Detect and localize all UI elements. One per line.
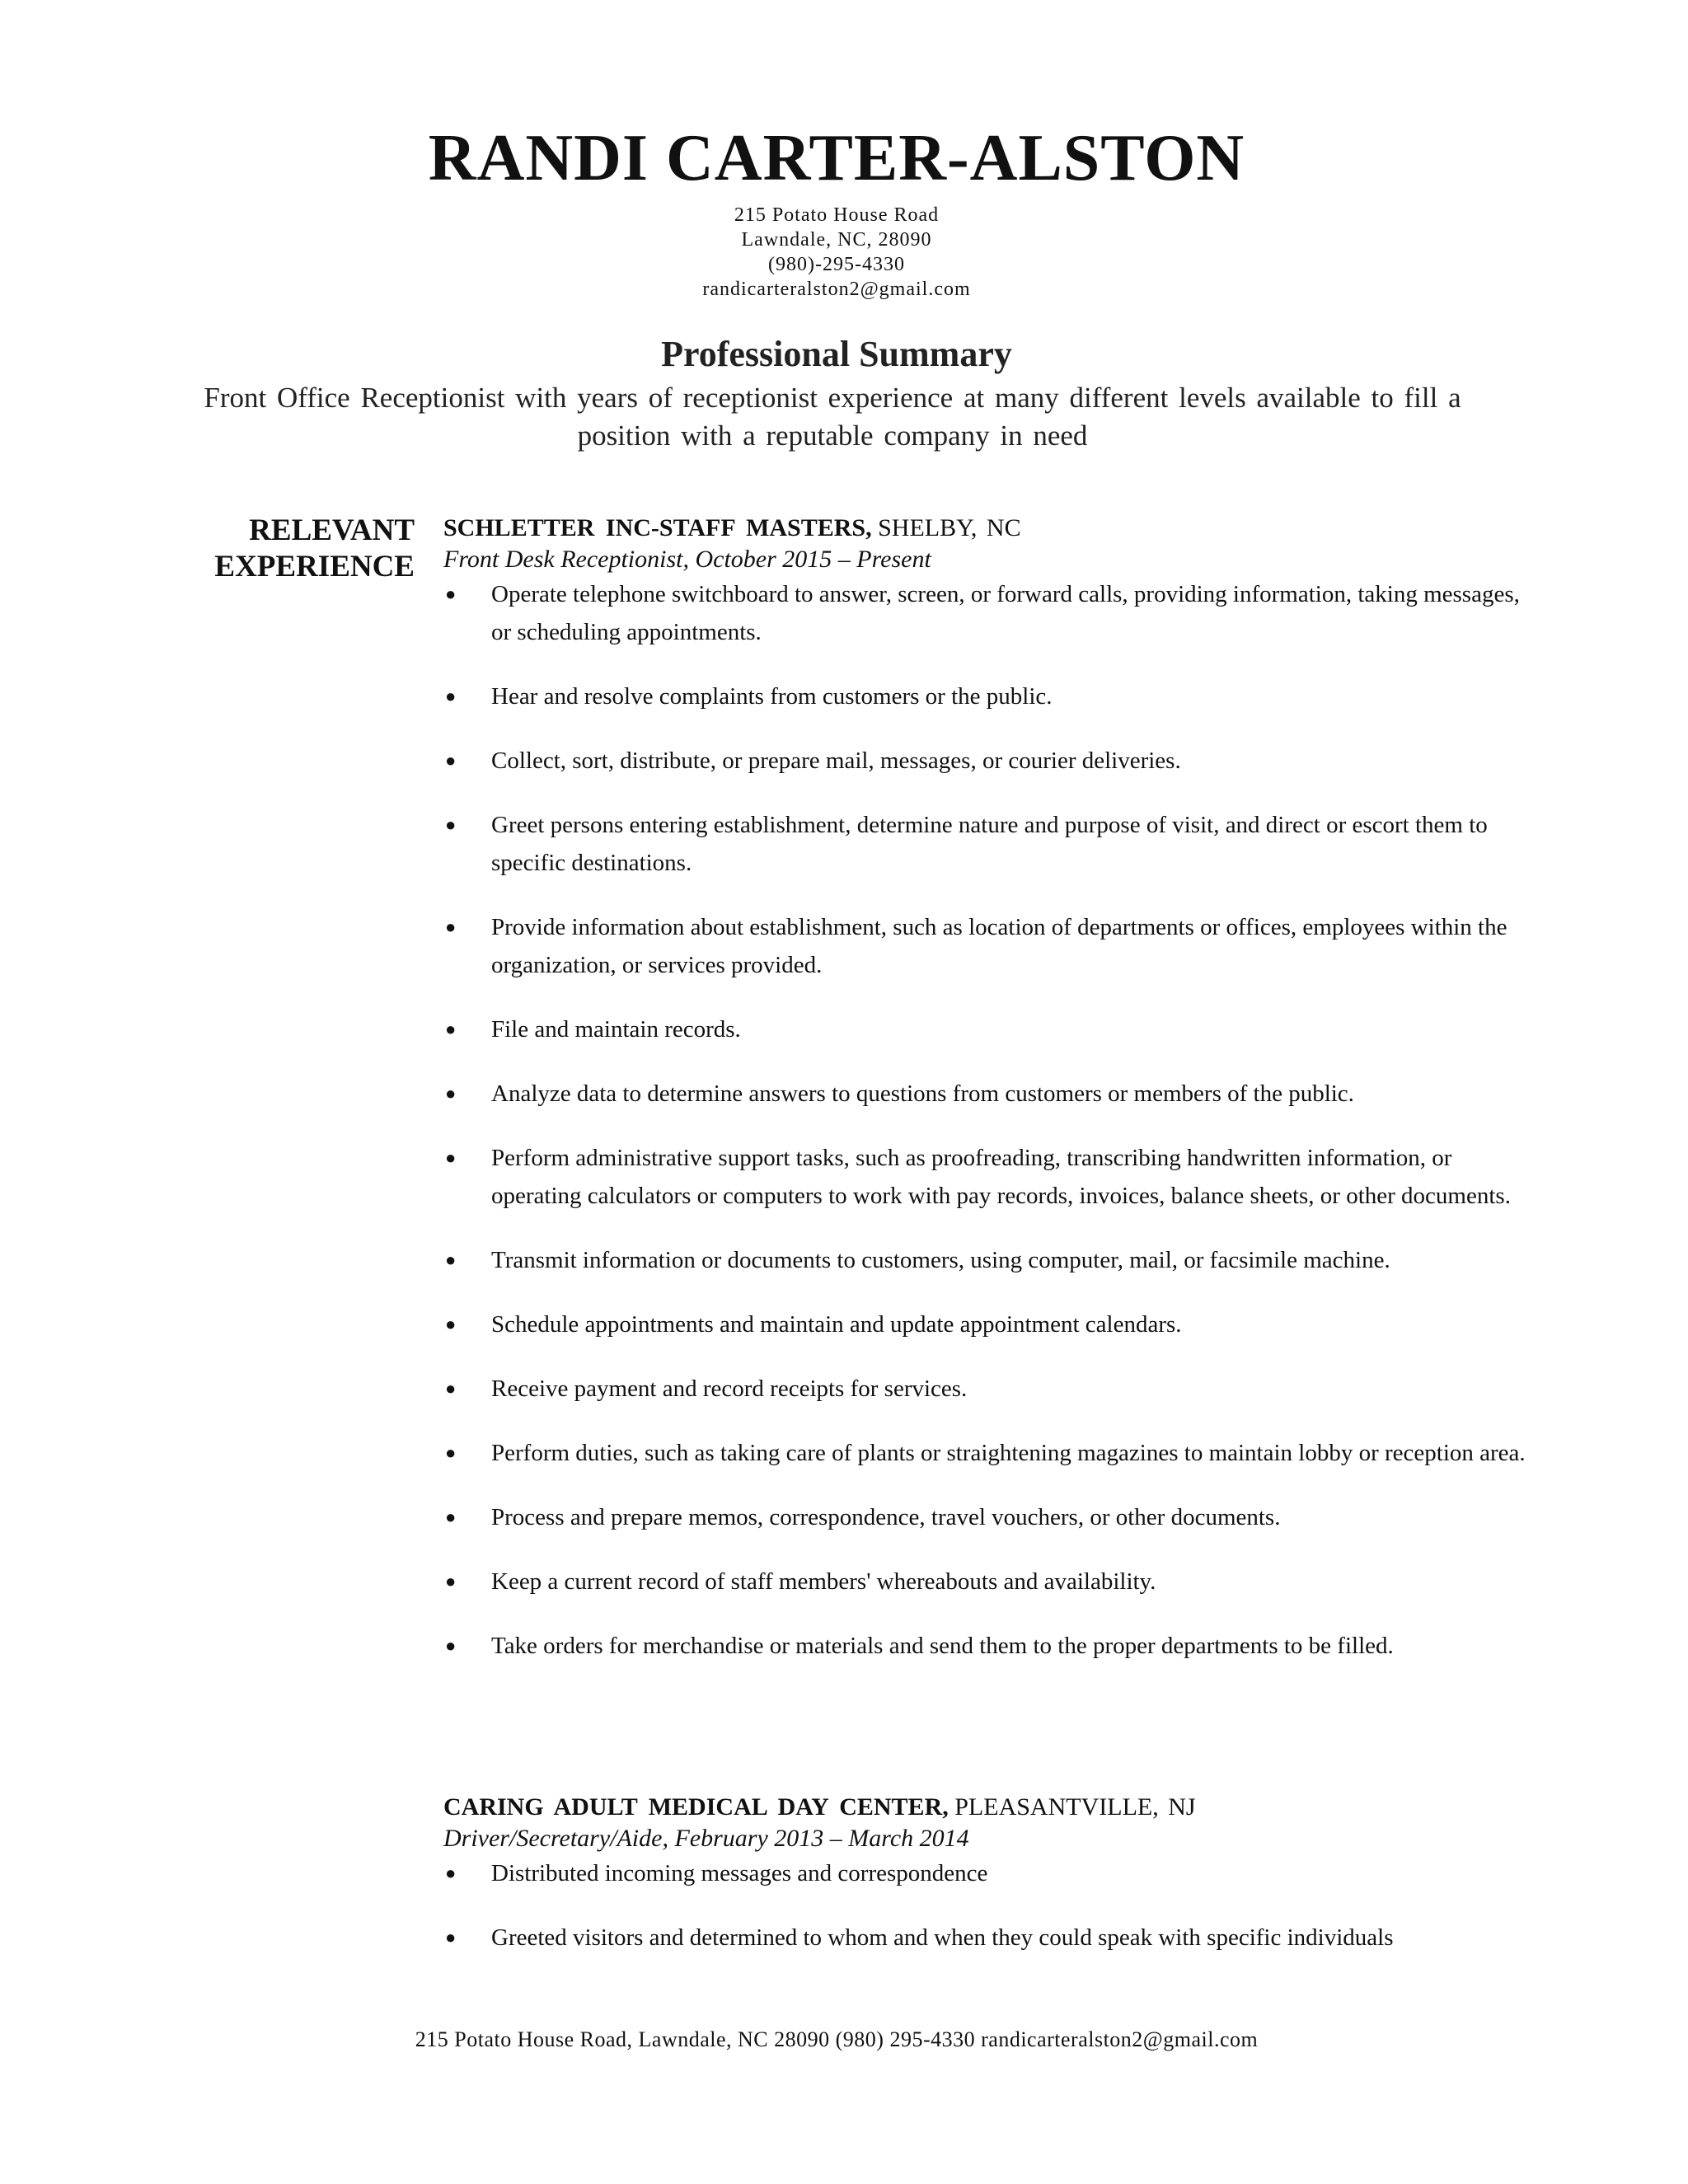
job-title: Driver/Secretary/Aide, February 2013 – March 2014 xyxy=(443,1825,969,1852)
bullet-icon: ● xyxy=(445,1083,457,1104)
duty-item: ● Receive payment and record receipts for services. xyxy=(443,1370,1531,1408)
summary-heading: Professional Summary xyxy=(661,334,1012,374)
duty-item: ● Collect, sort, distribute, or prepare mail, messages, or courier deliveries. xyxy=(443,742,1531,780)
bullet-icon: ● xyxy=(445,686,457,706)
address-line: 215 Potato House Road xyxy=(734,204,940,226)
duty-item: ● Perform duties, such as taking care of plants or straightening magazines to maintain lobby or reception area. xyxy=(443,1434,1531,1472)
company-name: SCHLETTER INC-STAFF MASTERS, xyxy=(443,514,872,541)
bullet-icon: ● xyxy=(445,1863,457,1883)
duty-item: ● Provide information about establishment, such as location of departments or offices, employees within the organization, or services provided. xyxy=(443,908,1531,984)
job-location: SHELBY, NC xyxy=(878,514,1021,541)
summary-line-2: position with a reputable company in need xyxy=(577,419,1088,452)
city-line: Lawndale, NC, 28090 xyxy=(741,229,932,251)
bullet-icon: ● xyxy=(445,1249,457,1270)
job-title: Front Desk Receptionist, October 2015 – Present xyxy=(443,546,931,573)
bullet-icon: ● xyxy=(445,1442,457,1463)
duty-item: ● Schedule appointments and maintain and update appointment calendars. xyxy=(443,1305,1531,1343)
duty-item: ● File and maintain records. xyxy=(443,1010,1531,1048)
bullet-icon: ● xyxy=(445,1378,457,1399)
bullet-icon: ● xyxy=(445,583,457,604)
duty-item: ● Keep a current record of staff members' whereabouts and availability. xyxy=(443,1563,1531,1601)
bullet-icon: ● xyxy=(445,1635,457,1656)
bullet-icon: ● xyxy=(445,916,457,937)
duty-item: ● Operate telephone switchboard to answer, screen, or forward calls, providing information, taking messages, or scheduling appointments. xyxy=(443,575,1531,651)
section-label-line-1: RELEVANT xyxy=(249,513,415,547)
duty-item: ● Transmit information or documents to customers, using computer, mail, or facsimile machine. xyxy=(443,1241,1531,1279)
summary-line-1: Front Office Receptionist with years of receptionist experience at many different levels available to fill a xyxy=(204,382,1461,414)
duty-item: ● Process and prepare memos, correspondence, travel vouchers, or other documents. xyxy=(443,1498,1531,1536)
phone-line: (980)-295-4330 xyxy=(768,254,905,275)
summary-text xyxy=(132,379,1533,455)
bullet-icon: ● xyxy=(445,1507,457,1527)
bullet-icon: ● xyxy=(445,1571,457,1591)
bullet-icon: ● xyxy=(445,750,457,771)
duty-item: ● Greet persons entering establishment, determine nature and purpose of visit, and direct or escort them to specific destinations. xyxy=(443,806,1531,882)
bullet-icon: ● xyxy=(445,814,457,835)
company-name: CARING ADULT MEDICAL DAY CENTER, xyxy=(443,1793,949,1821)
bullet-icon: ● xyxy=(445,1314,457,1334)
candidate-name: RANDI CARTER-ALSTON xyxy=(428,122,1245,194)
contact-block xyxy=(0,203,1673,302)
section-label-line-2: EXPERIENCE xyxy=(214,550,415,583)
duty-item: ● Hear and resolve complaints from customers or the public. xyxy=(443,677,1531,715)
job-header xyxy=(443,1792,1531,1823)
duty-list xyxy=(443,1854,1531,1957)
duty-item: ● Distributed incoming messages and correspondence xyxy=(443,1854,1531,1892)
job-location: PLEASANTVILLE, NJ xyxy=(954,1793,1196,1821)
section-label-experience xyxy=(148,513,415,585)
duty-item: ● Take orders for merchandise or materials and send them to the proper departments to be filled. xyxy=(443,1627,1531,1665)
duty-item: ● Analyze data to determine answers to questions from customers or members of the public. xyxy=(443,1075,1531,1113)
bullet-icon: ● xyxy=(445,1019,457,1039)
duty-item: ● Greeted visitors and determined to whom and when they could speak with specific individuals xyxy=(443,1919,1531,1957)
duty-list xyxy=(443,575,1531,1665)
job-entry xyxy=(443,513,1531,1691)
duty-item: ● Perform administrative support tasks, such as proofreading, transcribing handwritten information, or operating calculators or computers to work with pay records, invoices, balance sheets, or other documents. xyxy=(443,1139,1531,1215)
email-line: randicarteralston2@gmail.com xyxy=(702,279,971,300)
bullet-icon: ● xyxy=(445,1927,457,1947)
job-entry xyxy=(443,1792,1531,1983)
job-header xyxy=(443,513,1531,544)
bullet-icon: ● xyxy=(445,1147,457,1168)
page-footer: 215 Potato House Road, Lawndale, NC 28090 (980) 295-4330 randicarteralston2@gmail.com xyxy=(415,2027,1259,2051)
